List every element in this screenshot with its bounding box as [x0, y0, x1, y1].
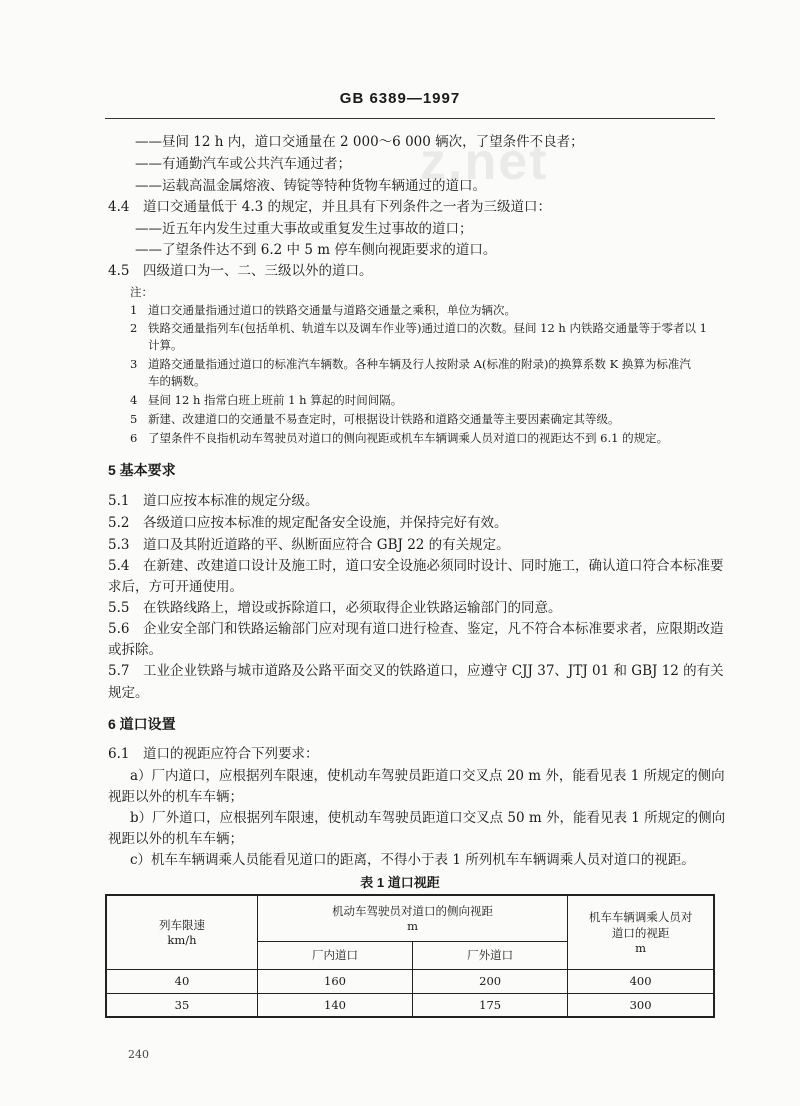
list-item-a: a）厂内道口，应根据列车限速，使机动车驾驶员距道口交叉点 20 m 外，能看见表 1 所规定的侧向 [130, 768, 725, 784]
note-number: 1 [130, 303, 138, 317]
header-loco-unit: m [635, 941, 647, 956]
clause-number: 5.4 [108, 558, 130, 574]
page-number: 240 [128, 1048, 149, 1061]
list-item-b: b）厂外道口，应根据列车限速，使机动车驾驶员距道口交叉点 50 m 外，能看见表 1 所规定的侧向 [130, 810, 726, 826]
header-loco-label: 机车车辆调乘人员对 [588, 910, 693, 925]
cell-out: 200 [413, 969, 568, 993]
clause-number: 5.2 [108, 515, 130, 531]
cell-speed: 40 [106, 969, 257, 993]
notes-title: 注： [130, 285, 153, 299]
clause-text: 道口及其附近道路的平、纵断面应符合 GBJ 22 的有关规定。 [143, 537, 510, 553]
item-line: ——了望条件达不到 6.2 中 5 m 停车侧向视距要求的道口。 [135, 242, 497, 258]
clause-number: 5.1 [108, 493, 130, 509]
section-heading: 5 基本要求 [108, 462, 176, 478]
clause-text: 企业安全部门和铁路运输部门应对现有道口进行检查、鉴定，凡不符合本标准要求者，应限期改造 [143, 621, 724, 637]
item-line: ——有通勤汽车或公共汽车通过者； [135, 156, 351, 172]
note-text: 车的辆数。 [148, 374, 206, 388]
note-text: 昼间 12 h 指常白班上班前 1 h 算起的时间间隔。 [148, 393, 403, 407]
header-in-plant: 厂内道口 [257, 941, 412, 969]
item-line: ——近五年内发生过重大事故或重复发生过事故的道口； [135, 221, 473, 237]
item-line: ——运载高温金属熔液、铸锭等特种货物车辆通过的道口。 [135, 178, 486, 194]
item-line: ——昼间 12 h 内，道口交通量在 2 000～6 000 辆次，了望条件不良者； [135, 134, 584, 150]
section-heading: 6 道口设置 [108, 716, 176, 732]
clause-text: 在铁路线路上，增设或拆除道口，必须取得企业铁路运输部门的同意。 [143, 600, 562, 616]
cell-in: 160 [257, 969, 412, 993]
clause-text: 各级道口应按本标准的规定配备安全设施，并保持完好有效。 [143, 515, 508, 531]
list-item-c: c）机车车辆调乘人员能看见道口的距离，不得小于表 1 所列机车车辆调乘人员对道口的视距。 [130, 852, 695, 868]
header-out-plant: 厂外道口 [413, 941, 568, 969]
list-item-a-cont: 视距以外的机车车辆； [108, 789, 243, 805]
note-text: 铁路交通量指列车(包括单机、轨道车以及调车作业等)通过道口的次数。昼间 12 h 内铁路交通量等于零者以 1 [148, 321, 707, 335]
header-loco [568, 895, 714, 969]
cell-loco: 300 [568, 993, 714, 1017]
clause-text: 求后，方可开通使用。 [108, 579, 243, 595]
note-number: 5 [130, 412, 138, 426]
note-text: 新建、改建道口的交通量不易查定时，可根据设计铁路和道路交通量等主要因素确定其等级。 [148, 412, 620, 426]
list-item-b-cont: 视距以外的机车车辆； [108, 831, 243, 847]
cell-speed: 35 [106, 993, 257, 1017]
note-number: 4 [130, 393, 138, 407]
clause-text: 四级道口为一、二、三级以外的道口。 [143, 263, 373, 279]
header-rule [105, 118, 715, 119]
table-caption: 表 1 道口视距 [360, 875, 440, 890]
header-speed-label: 列车限速 [158, 918, 205, 933]
header-side-label: 机动车驾驶员对道口的侧向视距 [332, 904, 494, 919]
note-number: 3 [130, 357, 138, 371]
clause-number: 5.5 [108, 600, 130, 616]
cell-loco: 400 [568, 969, 714, 993]
clause-text: 道口应按本标准的规定分级。 [143, 493, 319, 509]
header-side-unit: m [407, 919, 419, 934]
header-speed [106, 895, 257, 969]
cell-out: 175 [413, 993, 568, 1017]
table-row [106, 993, 714, 1017]
cell-in: 140 [257, 993, 412, 1017]
header-speed-unit: km/h [167, 933, 197, 948]
clause-text: 道口交通量低于 4.3 的规定，并且具有下列条件之一者为三级道口： [143, 199, 552, 215]
note-text: 计算。 [148, 338, 183, 352]
clause-number: 4.5 [108, 263, 130, 279]
clause-number: 5.7 [108, 663, 130, 679]
watermark: z.net [420, 133, 549, 191]
clause-number: 5.6 [108, 621, 130, 637]
note-text: 道路交通量指通过道口的标准汽车辆数。各种车辆及行人按附录 A(标准的附录)的换算系数 K 换算为标准汽 [148, 357, 691, 371]
note-text: 道口交通量指通过道口的铁路交通量与道路交通量之乘积，单位为辆次。 [148, 303, 516, 317]
table-row [106, 969, 714, 993]
clause-text: 工业企业铁路与城市道路及公路平面交叉的铁路道口，应遵守 CJJ 37、JTJ 01 和 GBJ 12 的有关 [143, 663, 724, 679]
note-number: 2 [130, 321, 138, 335]
clause-number: 5.3 [108, 537, 130, 553]
clause-text: 道口的视距应符合下列要求： [143, 746, 319, 762]
clause-text: 在新建、改建道口设计及施工时，道口安全设施必须同时设计、同时施工，确认道口符合本标准要 [143, 558, 724, 574]
clause-number: 4.4 [108, 199, 130, 215]
note-text: 了望条件不良指机动车驾驶员对道口的侧向视距或机车车辆调乘人员对道口的视距达不到 6.1 的规定。 [148, 431, 669, 445]
page-header: GB 6389—1997 [339, 90, 461, 107]
note-number: 6 [130, 431, 138, 445]
clause-number: 6.1 [108, 746, 130, 762]
sight-distance-table [105, 894, 715, 1018]
header-side-view [257, 895, 567, 941]
clause-text: 规定。 [108, 685, 149, 701]
header-loco-label2: 道口的视距 [611, 926, 670, 941]
clause-text: 或拆除。 [108, 642, 162, 658]
